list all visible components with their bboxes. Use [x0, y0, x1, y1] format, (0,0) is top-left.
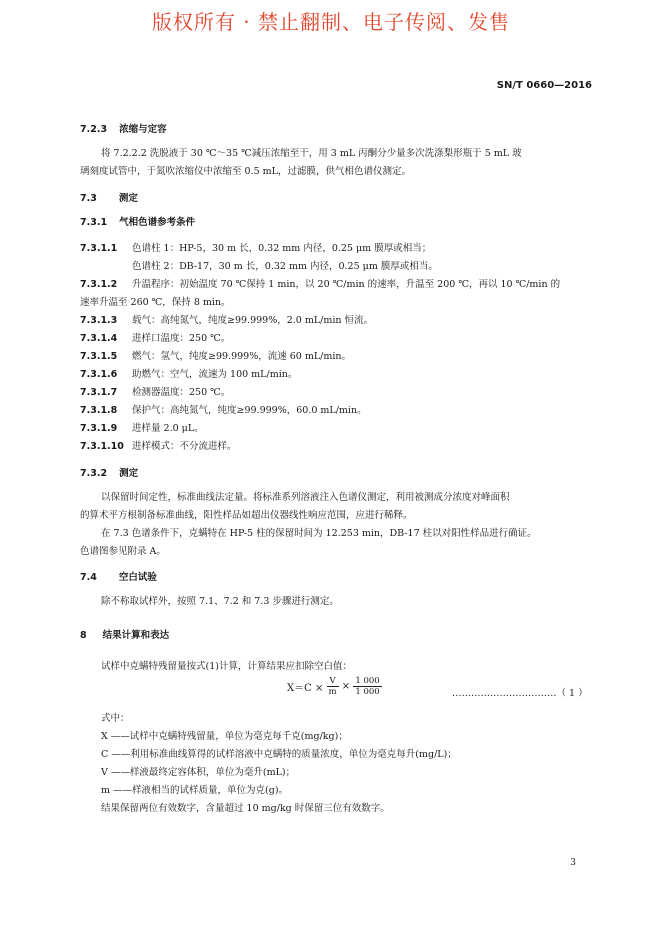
list-item: 7.3.1.1 色谱柱 1：HP-5，30 m 长，0.32 mm 内径，0.25 μm 膜厚或相当；	[80, 243, 432, 254]
section-title: 气相色谱参考条件	[119, 217, 196, 228]
list-item: 速率升温至 260 ℃，保持 8 min。	[80, 297, 231, 308]
list-item: 7.3.1.2 升温程序：初始温度 70 ℃保持 1 min，以 20 ℃/min 的速率，升温至 200 ℃，再以 10 ℃/min 的	[80, 279, 561, 290]
fraction-1000-over-1000: $\frac{1 000}{1 000}$	[355, 676, 380, 697]
section-title: 结果计算和表达	[102, 630, 170, 641]
section-title: 测定	[119, 468, 139, 479]
list-item: 7.3.1.4 进样口温度：250 ℃。	[80, 333, 231, 344]
paragraph-line: 以保留时间定性，标准曲线法定量。将标准系列溶液注入色谱仪测定，利用被测成分浓度对峰面积	[101, 492, 510, 503]
list-item: 7.3.1.6 助燃气：空气，流速为 100 mL/min。	[80, 369, 298, 380]
list-item: 7.3.1.9 进样量 2.0 μL。	[80, 423, 204, 434]
paragraph-line: 色谱图参见附录 A。	[80, 546, 166, 557]
standard-number: SN/T 0660—2016	[496, 80, 592, 91]
paragraph-line: 结果保留两位有效数字，含量超过 10 mg/kg 时保留三位有效数字。	[101, 803, 390, 814]
list-item: 7.3.1.7 检测器温度：250 ℃。	[80, 387, 231, 398]
watermark-banner: 版权所有 · 禁止翻制、电子传阅、发售	[151, 10, 511, 34]
list-item: 7.3.1.3 载气：高纯氮气，纯度≥99.999%，2.0 mL/min 恒流。	[80, 315, 374, 326]
section-title: 浓缩与定容	[119, 124, 167, 135]
paragraph-line: 将 7.2.2.2 洗脱液于 30 ℃～35 ℃减压浓缩至干，用 3 mL 丙酮分少量多次洗涤梨形瓶于 5 mL 玻	[101, 148, 522, 159]
paragraph-line: 试样中克螨特残留量按式(1)计算，计算结果应扣除空白值：	[101, 661, 352, 672]
section-number: 8	[80, 630, 87, 641]
fraction-v-over-m: $\frac{V}{m}$	[328, 676, 337, 697]
where-label: 式中：	[101, 713, 130, 724]
variable-definition: m ——样液相当的试样质量，单位为克(g)。	[101, 785, 289, 796]
list-item: 7.3.1.8 保护气：高纯氮气，纯度≥99.999%，60.0 mL/min。	[80, 405, 367, 416]
page-number: 3	[570, 858, 576, 868]
formula-1: X＝C × $\frac{V}{m}$ × $\frac{1 000}{1 000}$	[287, 676, 380, 697]
section-number: 7.3	[80, 193, 97, 204]
section-number: 7.4	[80, 572, 97, 583]
variable-definition: C ——利用标准曲线算得的试样溶液中克螨特的质量浓度，单位为毫克每升(mg/L)；	[101, 749, 457, 760]
section-title: 测定	[118, 193, 138, 204]
paragraph-line: 的算术平方根制备标准曲线，阳性样品如超出仪器线性响应范围，应进行稀释。	[80, 510, 413, 521]
section-7-4-heading	[80, 569, 157, 583]
list-item: 色谱柱 2：DB-17，30 m 长，0.32 mm 内径，0.25 μm 膜厚或相当。	[132, 261, 438, 272]
section-7-2-3-heading	[80, 121, 167, 135]
section-8-heading	[80, 627, 169, 641]
paragraph-line: 除不称取试样外，按照 7.1、7.2 和 7.3 步骤进行测定。	[101, 596, 339, 607]
list-item: 7.3.1.5 燃气：氢气，纯度≥99.999%，流速 60 mL/min。	[80, 351, 352, 362]
paragraph-line: 在 7.3 色谱条件下，克螨特在 HP-5 柱的保留时间为 12.253 min，DB-17 柱以对阳性样品进行确证。	[101, 528, 537, 539]
section-number: 7.3.2	[80, 468, 108, 479]
section-title: 空白试验	[118, 572, 157, 583]
section-7-3-heading	[80, 190, 138, 204]
equation-number: ……………………………（ 1 ）	[452, 688, 588, 699]
variable-definition: V ——样液最终定容体积，单位为毫升(mL)；	[101, 767, 296, 778]
section-7-3-2-heading	[80, 465, 138, 479]
section-number: 7.2.3	[80, 124, 108, 135]
variable-definition: X ——试样中克螨特残留量，单位为毫克每千克(mg/kg)；	[101, 731, 348, 742]
section-number: 7.3.1	[80, 217, 108, 228]
list-item: 7.3.1.10 进样模式：不分流进样。	[80, 441, 237, 452]
paragraph-line: 璃刻度试管中，于氮吹浓缩仪中浓缩至 0.5 mL，过滤膜，供气相色谱仪测定。	[80, 166, 411, 177]
section-7-3-1-heading	[80, 214, 195, 228]
